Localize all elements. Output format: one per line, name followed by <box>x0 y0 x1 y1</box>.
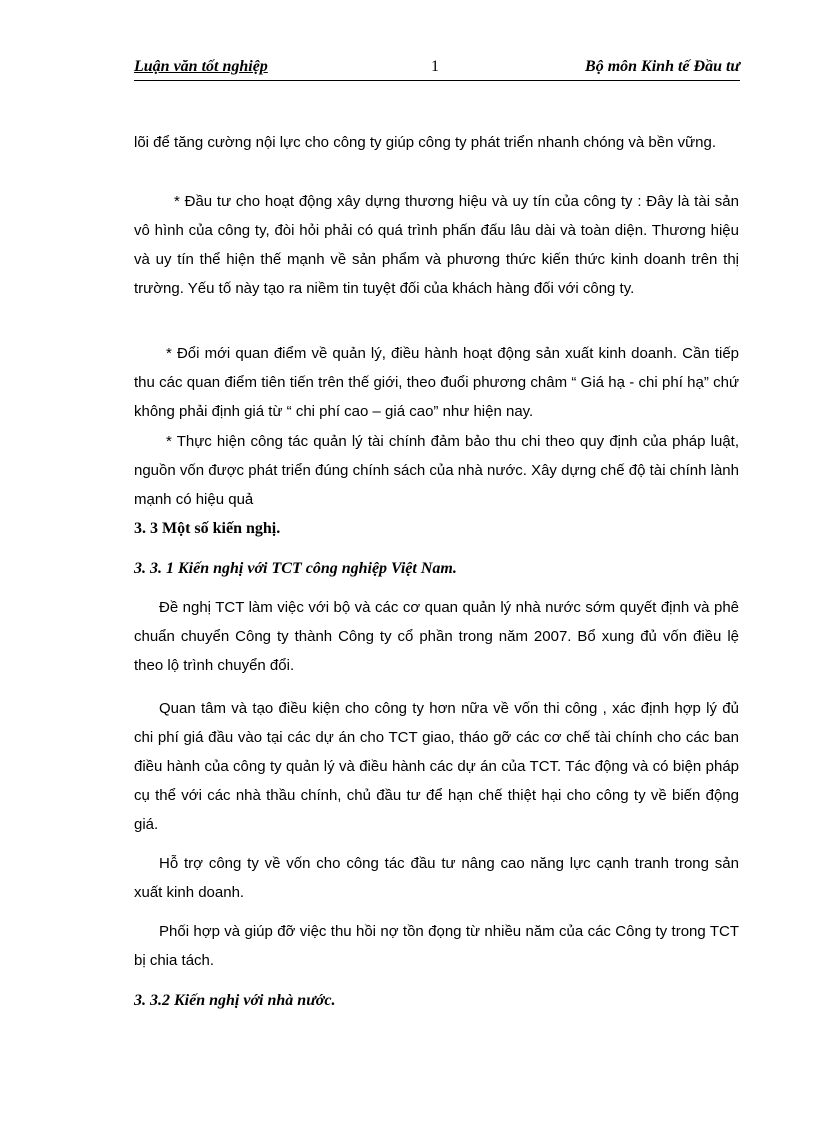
paragraph-debt-recovery: Phối hợp và giúp đỡ việc thu hồi nợ tồn đọng từ nhiều năm của các Công ty trong TCT bị chia tách. <box>134 923 739 969</box>
paragraph-management-reform: * Đổi mới quan điểm về quản lý, điều hành hoạt động sản xuất kinh doanh. Cần tiếp thu các quan điểm tiên tiến trên thế giới, theo đuổi phương châm “ Giá hạ - chi phí hạ” chứ không phải định giá từ “ chi phí cao – giá cao” như hiện nay. <box>134 345 739 420</box>
subsection-heading-tct: 3. 3. 1 Kiến nghị với TCT công nghiệp Việt Nam. <box>134 560 457 577</box>
paragraph-brand-investment: * Đầu tư cho hoạt động xây dựng thương hiệu và uy tín của công ty : Đây là tài sản vô hình của công ty, đòi hỏi phải có quá trình phấn đấu lâu dài và toàn diện. Thương hiệu và uy tín thể hiện thế mạnh về sản phẩm và phương thức kiến thức kinh doanh trên thị trường. Yếu tố này tạo ra niềm tin tuyệt đối của khách hàng đối với công ty. <box>134 193 739 297</box>
subsection-heading-state: 3. 3.2 Kiến nghị với nhà nước. <box>134 992 336 1009</box>
paragraph-capital-support: Quan tâm và tạo điều kiện cho công ty hơn nữa về vốn thi công , xác định hợp lý đủ chi phí giá đầu vào tại các dự án cho TCT giao, tháo gỡ các cơ chế tài chính cho các ban điều hành của công ty quản lý và điều hành các dự án của TCT. Tác động và có biện pháp cụ thể với các nhà thầu chính, chủ đầu tư để hạn chế thiệt hại cho công ty về biến động giá. <box>134 700 739 833</box>
header-department: Bộ môn Kinh tế Đầu tư <box>585 58 740 75</box>
paragraph-financial-management: * Thực hiện công tác quản lý tài chính đảm bảo thu chi theo quy định của pháp luật, nguồn vốn được phát triển đúng chính sách của nhà nước. Xây dựng chế độ tài chính lành mạnh có hiệu quả <box>134 433 739 508</box>
paragraph-competitiveness-support: Hỗ trợ công ty về vốn cho công tác đầu tư nâng cao năng lực cạnh tranh trong sản xuất kinh doanh. <box>134 855 739 901</box>
paragraph-core-strength: lõi để tăng cường nội lực cho công ty giúp công ty phát triển nhanh chóng và bền vững. <box>134 134 717 151</box>
header-thesis-title: Luận văn tốt nghiệp <box>134 58 268 75</box>
header-page-number: 1 <box>431 58 439 75</box>
paragraph-equitization-proposal: Đề nghị TCT làm việc với bộ và các cơ quan quản lý nhà nước sớm quyết định và phê chuẩn chuyển Công ty thành Công ty cổ phần trong năm 2007. Bổ xung đủ vốn điều lệ theo lộ trình chuyển đổi. <box>134 599 739 674</box>
page-header <box>134 56 740 81</box>
section-heading-recommendations: 3. 3 Một số kiến nghị. <box>134 520 281 537</box>
